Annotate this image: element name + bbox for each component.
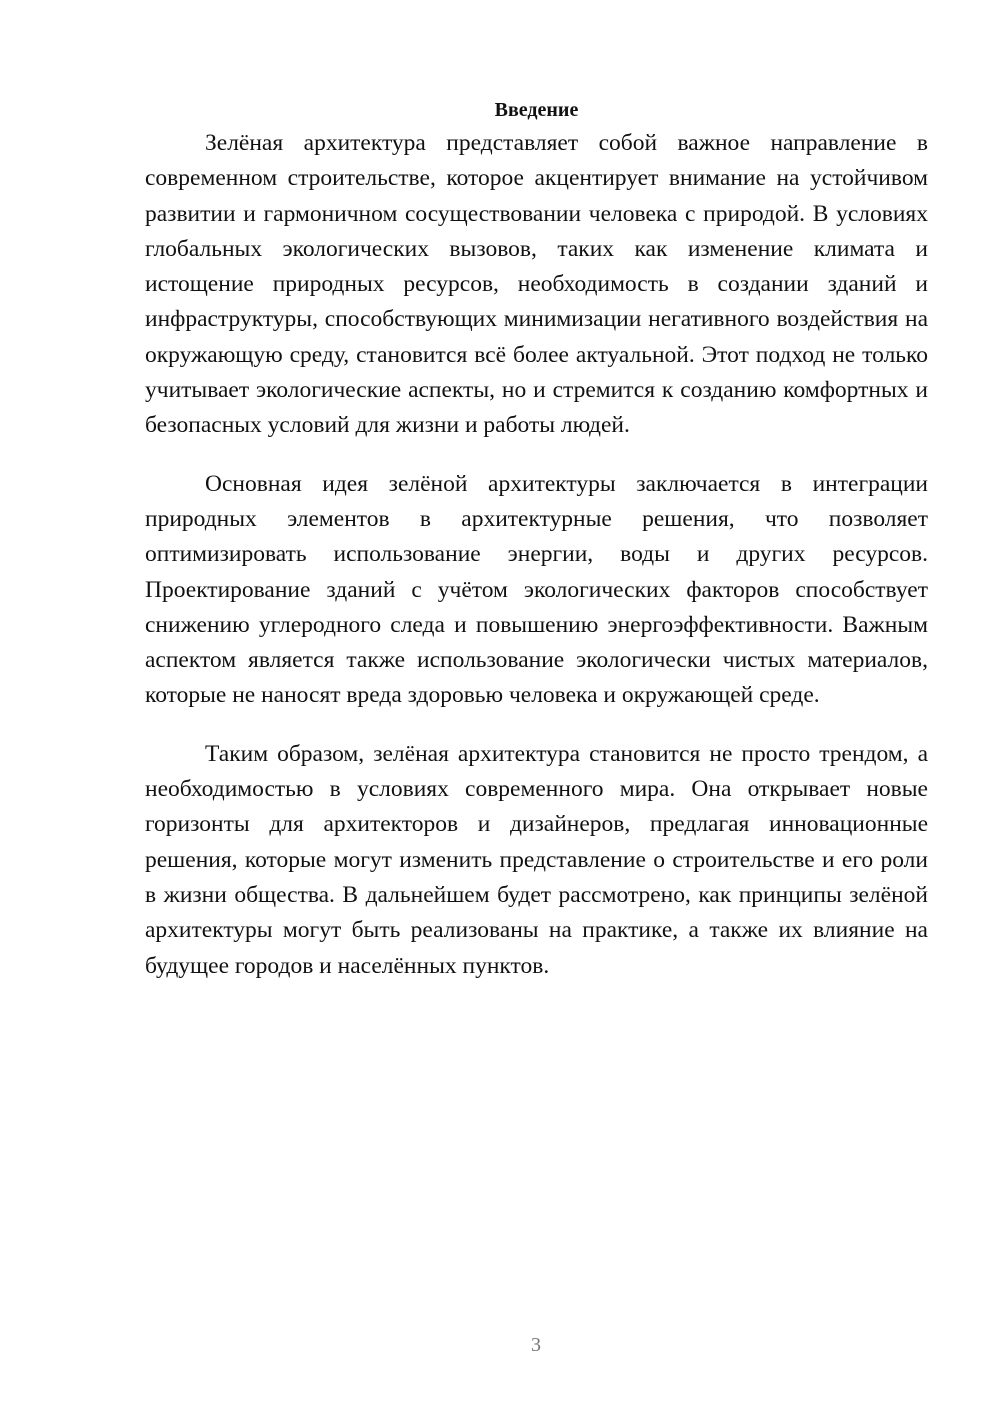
page-number: 3 [531, 1334, 541, 1356]
page-title: Введение [494, 99, 579, 121]
paragraph-1: Зелёная архитектура представляет собой важное направление в современном строительстве, которое акцентирует внимание на устойчивом развитии и гармоничном сосуществовании человека с природой. В условиях глобальных экологических вызовов, таких как изменение климата и истощение природных ресурсов, необходимость в создании зданий и инфраструктуры, способствующих минимизации негативного воздействия на окружающую среду, становится всё более актуальной. Этот подход не только учитывает экологические аспекты, но и стремится к созданию комфортных и безопасных условий для жизни и работы людей. [145, 130, 928, 439]
paragraph-2: Основная идея зелёной архитектуры заключается в интеграции природных элементов в архитектурные решения, что позволяет оптимизировать использование энергии, воды и других ресурсов. Проектирование зданий с учётом экологических факторов способствует снижению углеродного следа и повышению энергоэффективности. Важным аспектом является также использование экологически чистых материалов, которые не наносят вреда здоровью человека и окружающей среде. [145, 470, 928, 709]
page-content [145, 94, 928, 1007]
paragraph-3: Таким образом, зелёная архитектура становится не просто трендом, а необходимостью в условиях современного мира. Она открывает новые горизонты для архитекторов и дизайнеров, предлагая инновационные решения, которые могут изменить представление о строительстве и его роли в жизни общества. В дальнейшем будет рассмотрено, как принципы зелёной архитектуры могут быть реализованы на практике, а также их влияние на будущее городов и населённых пунктов. [145, 740, 928, 979]
